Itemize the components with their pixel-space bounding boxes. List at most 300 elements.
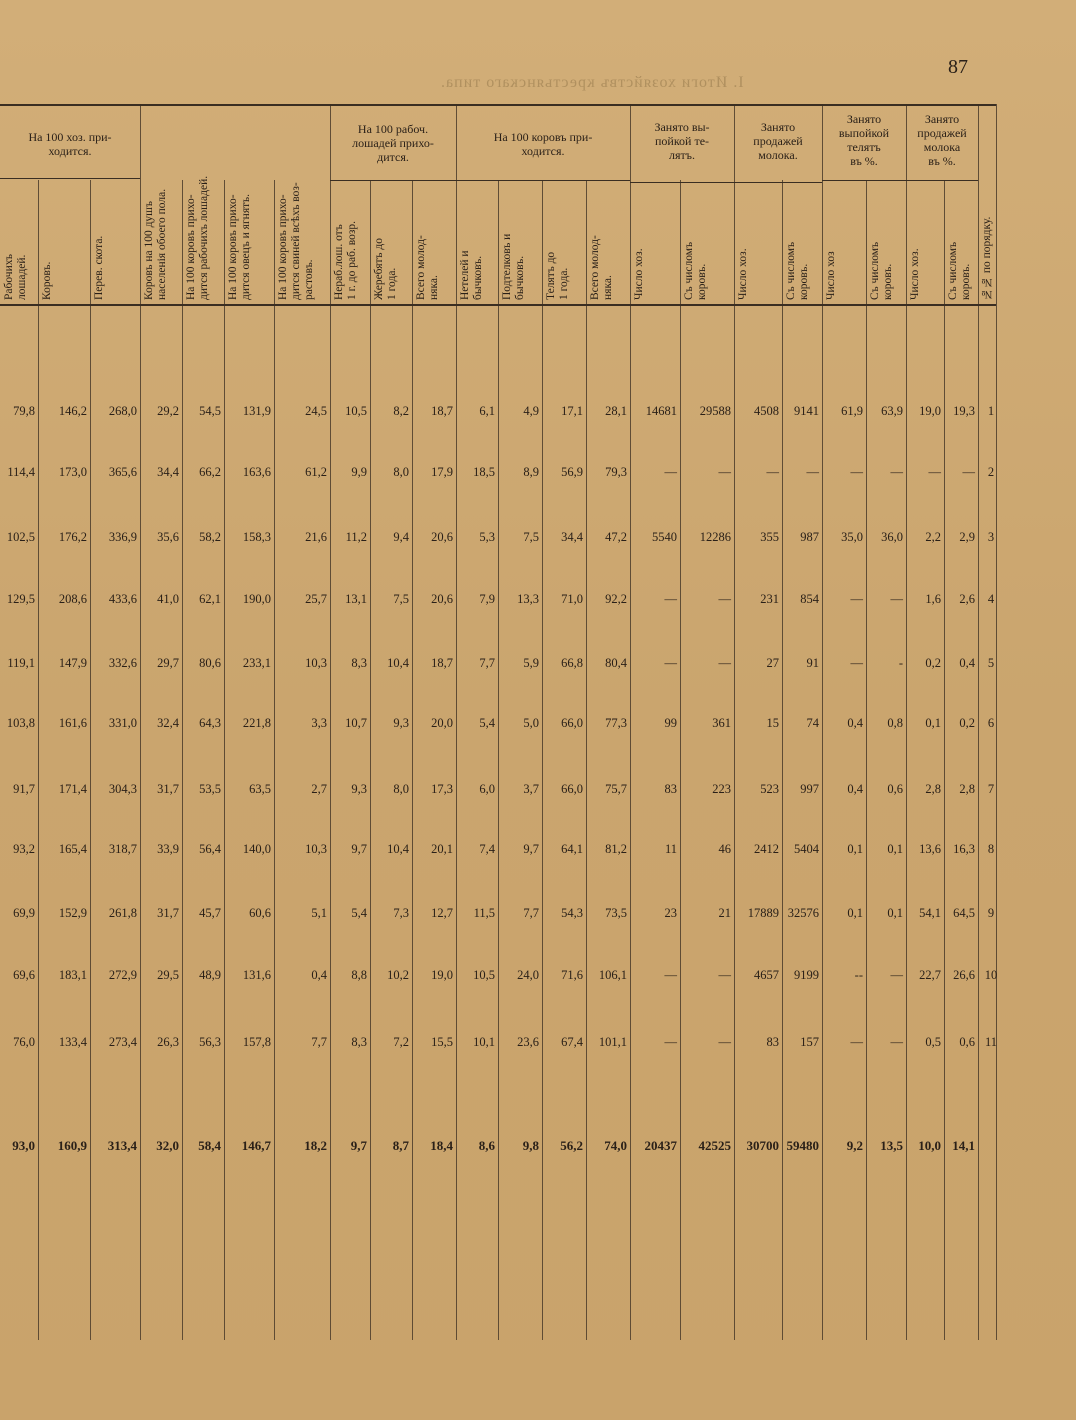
table-cell: 14681 bbox=[645, 404, 677, 418]
table-cell: 10,3 bbox=[305, 842, 327, 856]
total-cell: 58,4 bbox=[198, 1138, 221, 1153]
table-cell: 9141 bbox=[794, 404, 819, 418]
table-cell: — bbox=[718, 968, 731, 982]
table-cell: 11,2 bbox=[345, 530, 367, 544]
table-cell: — bbox=[850, 465, 863, 479]
table-cell: 336,9 bbox=[108, 530, 137, 544]
table-cell: — bbox=[664, 968, 677, 982]
table-cell: 433,6 bbox=[108, 592, 137, 606]
table-cell: 331,0 bbox=[108, 716, 137, 730]
table-cell: — bbox=[718, 1035, 731, 1049]
total-cell: 10,0 bbox=[918, 1138, 941, 1153]
table-cell: 7,4 bbox=[479, 842, 495, 856]
total-cell: 20437 bbox=[644, 1138, 677, 1153]
table-cell: 0,8 bbox=[887, 716, 903, 730]
row-number: 1 bbox=[987, 404, 995, 418]
table-cell: 69,9 bbox=[13, 906, 35, 920]
table-cell: 9,4 bbox=[393, 530, 409, 544]
table-cell: 361 bbox=[712, 716, 731, 730]
table-cell: 32576 bbox=[787, 906, 819, 920]
table-cell: 5,4 bbox=[351, 906, 367, 920]
total-cell: 30700 bbox=[746, 1138, 779, 1153]
table-cell: 20,0 bbox=[431, 716, 453, 730]
column-rule bbox=[586, 180, 587, 1340]
table-cell: 60,6 bbox=[249, 906, 271, 920]
table-cell: — bbox=[850, 592, 863, 606]
table-cell: 0,6 bbox=[887, 782, 903, 796]
table-cell: 0,1 bbox=[887, 842, 903, 856]
table-cell: 10,3 bbox=[305, 656, 327, 670]
table-cell: 76,0 bbox=[13, 1035, 35, 1049]
group-header-calf-feeding-pct: Занято выпойкой телятъ въ %. bbox=[838, 112, 890, 168]
table-cell: 523 bbox=[760, 782, 779, 796]
column-rule bbox=[978, 104, 979, 1340]
table-cell: 29,2 bbox=[157, 404, 179, 418]
total-cell: 9,8 bbox=[522, 1138, 539, 1153]
group-rule bbox=[822, 180, 906, 181]
column-header: Съ числомъ коровъ. bbox=[869, 241, 894, 300]
table-cell: 46 bbox=[718, 842, 731, 856]
row-number: 7 bbox=[987, 782, 995, 796]
table-cell: 261,8 bbox=[108, 906, 137, 920]
table-cell: — bbox=[850, 1035, 863, 1049]
table-cell: 7,2 bbox=[393, 1035, 409, 1049]
table-cell: 5,4 bbox=[479, 716, 495, 730]
table-cell: — bbox=[664, 465, 677, 479]
table-cell: 62,1 bbox=[199, 592, 221, 606]
total-cell: 9,7 bbox=[350, 1138, 367, 1153]
table-cell: 23,6 bbox=[517, 1035, 539, 1049]
table-cell: 2,7 bbox=[311, 782, 327, 796]
table-cell: - bbox=[898, 656, 903, 670]
column-header: На 100 коровъ прихо- дится рабочихъ лошадей. bbox=[185, 175, 210, 300]
table-cell: 1,6 bbox=[925, 592, 941, 606]
table-cell: 0,4 bbox=[311, 968, 327, 982]
total-cell: 160,9 bbox=[57, 1138, 87, 1153]
table-cell: 165,4 bbox=[58, 842, 87, 856]
table-cell: 17,1 bbox=[561, 404, 583, 418]
table-cell: 0,4 bbox=[847, 782, 863, 796]
table-cell: 9,7 bbox=[523, 842, 539, 856]
total-cell: 32,0 bbox=[156, 1138, 179, 1153]
table-cell: 48,9 bbox=[199, 968, 221, 982]
show-through-text: I. Итоги хозяйствъ крестьянскаго типа. bbox=[440, 74, 744, 91]
column-header: На 100 коровъ прихо- дится свиней всѣхъ воз- растовъ. bbox=[277, 182, 315, 300]
table-cell: 17889 bbox=[747, 906, 779, 920]
table-cell: 83 bbox=[766, 1035, 779, 1049]
table-cell: 0,1 bbox=[847, 842, 863, 856]
table-cell: 8,8 bbox=[351, 968, 367, 982]
table-cell: 71,0 bbox=[561, 592, 583, 606]
table-cell: 223 bbox=[712, 782, 731, 796]
table-cell: 33,9 bbox=[157, 842, 179, 856]
table-cell: 163,6 bbox=[242, 465, 271, 479]
table-cell: 10,5 bbox=[473, 968, 495, 982]
column-rule bbox=[782, 180, 783, 1340]
group-rule bbox=[630, 182, 734, 183]
total-cell: 74,0 bbox=[604, 1138, 627, 1153]
total-cell: 56,2 bbox=[560, 1138, 583, 1153]
table-cell: — bbox=[718, 465, 731, 479]
table-cell: 119,1 bbox=[7, 656, 35, 670]
table-cell: 2,2 bbox=[925, 530, 941, 544]
table-cell: 63,5 bbox=[249, 782, 271, 796]
row-number: 2 bbox=[987, 465, 995, 479]
column-rule bbox=[498, 180, 499, 1340]
table-cell: 5,9 bbox=[523, 656, 539, 670]
table-cell: 208,6 bbox=[58, 592, 87, 606]
table-cell: 91 bbox=[806, 656, 819, 670]
group-rule bbox=[906, 180, 978, 181]
table-cell: 69,6 bbox=[13, 968, 35, 982]
table-cell: 83 bbox=[664, 782, 677, 796]
table-cell: 8,3 bbox=[351, 1035, 367, 1049]
table-cell: 8,0 bbox=[393, 782, 409, 796]
table-cell: 190,0 bbox=[242, 592, 271, 606]
table-cell: 13,3 bbox=[517, 592, 539, 606]
table-cell: 74 bbox=[806, 716, 819, 730]
row-number: 10 bbox=[984, 968, 998, 982]
column-header: Число хоз. bbox=[633, 248, 645, 300]
table-cell: 318,7 bbox=[108, 842, 137, 856]
column-rule bbox=[38, 180, 39, 1340]
table-cell: 5404 bbox=[794, 842, 819, 856]
table-cell: 103,8 bbox=[6, 716, 35, 730]
table-cell: 71,6 bbox=[561, 968, 583, 982]
table-cell: 272,9 bbox=[108, 968, 137, 982]
table-cell: 157 bbox=[800, 1035, 819, 1049]
table-cell: 7,3 bbox=[393, 906, 409, 920]
table-cell: 171,4 bbox=[58, 782, 87, 796]
table-cell: — bbox=[718, 592, 731, 606]
table-cell: 11,5 bbox=[473, 906, 495, 920]
table-cell: 92,2 bbox=[605, 592, 627, 606]
table-cell: 131,9 bbox=[242, 404, 271, 418]
table-cell: 19,3 bbox=[953, 404, 975, 418]
table-cell: 2,8 bbox=[959, 782, 975, 796]
table-cell: 158,3 bbox=[242, 530, 271, 544]
table-cell: — bbox=[962, 465, 975, 479]
table-cell: 21,6 bbox=[305, 530, 327, 544]
row-number: 3 bbox=[987, 530, 995, 544]
table-cell: 10,4 bbox=[387, 656, 409, 670]
table-cell: — bbox=[928, 465, 941, 479]
table-cell: 9,3 bbox=[351, 782, 367, 796]
row-number: 11 bbox=[984, 1035, 998, 1049]
table-cell: 11 bbox=[664, 842, 677, 856]
table-cell: 5,1 bbox=[311, 906, 327, 920]
column-header: Подтелковъ и бычковъ. bbox=[501, 233, 526, 300]
table-cell: 64,1 bbox=[561, 842, 583, 856]
table-cell: 273,4 bbox=[108, 1035, 137, 1049]
column-header: Перев. скота. bbox=[93, 235, 105, 300]
group-rule bbox=[456, 180, 630, 181]
table-cell: 231 bbox=[760, 592, 779, 606]
table-cell: 12,7 bbox=[431, 906, 453, 920]
table-cell: 10,4 bbox=[387, 842, 409, 856]
table-cell: 20,6 bbox=[431, 592, 453, 606]
table-cell: 66,2 bbox=[199, 465, 221, 479]
column-header: Число хоз. bbox=[909, 248, 921, 300]
table-cell: 4508 bbox=[754, 404, 779, 418]
column-header: Нераб.лош. отъ 1 г. до раб. возр. bbox=[333, 221, 358, 300]
table-cell: 0,2 bbox=[959, 716, 975, 730]
table-cell: — bbox=[890, 968, 903, 982]
column-rule bbox=[944, 180, 945, 1340]
table-cell: 2412 bbox=[754, 842, 779, 856]
table-cell: 18,7 bbox=[431, 656, 453, 670]
column-header: Всего молод- няка. bbox=[589, 235, 614, 300]
group-rule bbox=[734, 182, 822, 183]
table-cell: 15,5 bbox=[431, 1035, 453, 1049]
table-cell: 25,7 bbox=[305, 592, 327, 606]
table-cell: 152,9 bbox=[58, 906, 87, 920]
table-cell: 56,9 bbox=[561, 465, 583, 479]
table-cell: 0,5 bbox=[925, 1035, 941, 1049]
table-cell: 54,1 bbox=[919, 906, 941, 920]
table-cell: 2,8 bbox=[925, 782, 941, 796]
column-header: Съ числомъ коровъ. bbox=[683, 241, 708, 300]
table-cell: 66,0 bbox=[561, 782, 583, 796]
table-cell: 26,6 bbox=[953, 968, 975, 982]
column-header: №№ по порядку. bbox=[981, 216, 993, 300]
total-cell: 313,4 bbox=[107, 1138, 137, 1153]
table-cell: 31,7 bbox=[157, 782, 179, 796]
table-cell: 183,1 bbox=[58, 968, 87, 982]
table-cell: 19,0 bbox=[431, 968, 453, 982]
table-cell: 64,5 bbox=[953, 906, 975, 920]
table-cell: 233,1 bbox=[242, 656, 271, 670]
table-cell: 19,0 bbox=[919, 404, 941, 418]
column-header: На 100 коровъ прихо- дится овецъ и ягнятъ. bbox=[227, 194, 252, 300]
row-number: 4 bbox=[987, 592, 995, 606]
table-cell: 2,9 bbox=[959, 530, 975, 544]
column-header: Съ числомъ коровъ. bbox=[785, 241, 810, 300]
table-cell: 8,0 bbox=[393, 465, 409, 479]
table-cell: 47,2 bbox=[605, 530, 627, 544]
table-cell: — bbox=[766, 465, 779, 479]
column-header: Нетелей и бычковъ. bbox=[459, 250, 484, 300]
group-header-per-100-horses: На 100 рабоч. лошадей прихо- дится. bbox=[352, 122, 434, 164]
group-header-per-100-households: На 100 хоз. при- ходится. bbox=[28, 130, 112, 158]
table-cell: 140,0 bbox=[242, 842, 271, 856]
table-cell: 29,7 bbox=[157, 656, 179, 670]
table-cell: 67,4 bbox=[561, 1035, 583, 1049]
row-number: 6 bbox=[987, 716, 995, 730]
table-cell: 9,7 bbox=[351, 842, 367, 856]
table-cell: — bbox=[890, 465, 903, 479]
table-cell: 268,0 bbox=[108, 404, 137, 418]
total-cell: 146,7 bbox=[241, 1138, 271, 1153]
table-cell: 64,3 bbox=[199, 716, 221, 730]
column-header: Число хоз bbox=[825, 251, 837, 300]
table-cell: 9,3 bbox=[393, 716, 409, 730]
column-header: Жеребятъ до 1 года. bbox=[373, 238, 398, 300]
table-cell: 6,0 bbox=[479, 782, 495, 796]
table-cell: 99 bbox=[664, 716, 677, 730]
table-cell: 9,9 bbox=[351, 465, 367, 479]
table-cell: 8,9 bbox=[523, 465, 539, 479]
total-cell: 93,0 bbox=[12, 1138, 35, 1153]
table-cell: 101,1 bbox=[598, 1035, 627, 1049]
table-cell: 106,1 bbox=[598, 968, 627, 982]
table-cell: 7,5 bbox=[393, 592, 409, 606]
table-cell: 10,1 bbox=[473, 1035, 495, 1049]
table-cell: 7,7 bbox=[479, 656, 495, 670]
total-cell: 8,7 bbox=[392, 1138, 409, 1153]
table-cell: 0,4 bbox=[959, 656, 975, 670]
table-cell: 0,4 bbox=[847, 716, 863, 730]
table-cell: 176,2 bbox=[58, 530, 87, 544]
table-cell: — bbox=[890, 1035, 903, 1049]
table-cell: 35,0 bbox=[841, 530, 863, 544]
table-cell: 8,3 bbox=[351, 656, 367, 670]
table-cell: 355 bbox=[760, 530, 779, 544]
table-cell: 61,9 bbox=[841, 404, 863, 418]
table-cell: 10,5 bbox=[345, 404, 367, 418]
column-rule bbox=[370, 180, 371, 1340]
table-cell: 58,2 bbox=[199, 530, 221, 544]
table-cell: 54,5 bbox=[199, 404, 221, 418]
table-cell: 41,0 bbox=[157, 592, 179, 606]
table-cell: 102,5 bbox=[6, 530, 35, 544]
table-cell: 18,5 bbox=[473, 465, 495, 479]
column-rule bbox=[182, 180, 183, 1340]
column-rule bbox=[412, 180, 413, 1340]
table-cell: 131,6 bbox=[242, 968, 271, 982]
column-rule bbox=[866, 180, 867, 1340]
group-header-milk-sale-pct: Занято продажей молока въ %. bbox=[917, 112, 967, 168]
table-cell: 304,3 bbox=[108, 782, 137, 796]
column-rule bbox=[224, 180, 225, 1340]
table-cell: — bbox=[718, 656, 731, 670]
column-rule bbox=[274, 180, 275, 1340]
table-cell: 5,3 bbox=[479, 530, 495, 544]
table-cell: 854 bbox=[800, 592, 819, 606]
table-cell: 93,2 bbox=[13, 842, 35, 856]
table-cell: 24,0 bbox=[517, 968, 539, 982]
table-cell: 77,3 bbox=[605, 716, 627, 730]
table-cell: — bbox=[850, 656, 863, 670]
table-cell: 5,0 bbox=[523, 716, 539, 730]
table-cell: 13,6 bbox=[919, 842, 941, 856]
table-cell: 133,4 bbox=[58, 1035, 87, 1049]
table-cell: 36,0 bbox=[881, 530, 903, 544]
table-cell: 987 bbox=[800, 530, 819, 544]
table-cell: 12286 bbox=[699, 530, 731, 544]
table-cell: 0,1 bbox=[887, 906, 903, 920]
column-header: Телятъ до 1 года. bbox=[545, 251, 570, 300]
table-cell: 147,9 bbox=[58, 656, 87, 670]
table-cell: — bbox=[806, 465, 819, 479]
table-cell: 20,1 bbox=[431, 842, 453, 856]
table-cell: — bbox=[890, 592, 903, 606]
total-cell: 18,4 bbox=[430, 1138, 453, 1153]
table-cell: 63,9 bbox=[881, 404, 903, 418]
table-cell: 73,5 bbox=[605, 906, 627, 920]
group-header-milk-sale: Занято продажей молока. bbox=[753, 120, 803, 162]
column-rule bbox=[542, 180, 543, 1340]
table-cell: 22,7 bbox=[919, 968, 941, 982]
table-cell: 18,7 bbox=[431, 404, 453, 418]
table-cell: 173,0 bbox=[58, 465, 87, 479]
table-cell: 157,8 bbox=[242, 1035, 271, 1049]
total-cell: 8,6 bbox=[478, 1138, 495, 1153]
table-cell: 10,2 bbox=[387, 968, 409, 982]
table-cell: 34,4 bbox=[561, 530, 583, 544]
table-cell: 7,7 bbox=[523, 906, 539, 920]
table-cell: 17,9 bbox=[431, 465, 453, 479]
table-cell: 21 bbox=[718, 906, 731, 920]
column-rule bbox=[680, 180, 681, 1340]
table-cell: 27 bbox=[766, 656, 779, 670]
group-header-calf-feeding: Занято вы- пойкой те- лятъ. bbox=[654, 120, 710, 162]
table-cell: 31,7 bbox=[157, 906, 179, 920]
table-cell: 3,7 bbox=[523, 782, 539, 796]
table-cell: 7,9 bbox=[479, 592, 495, 606]
table-cell: 29588 bbox=[699, 404, 731, 418]
table-cell: 365,6 bbox=[108, 465, 137, 479]
table-cell: — bbox=[664, 592, 677, 606]
table-cell: 3,3 bbox=[311, 716, 327, 730]
table-cell: 79,3 bbox=[605, 465, 627, 479]
table-cell: 4,9 bbox=[523, 404, 539, 418]
table-cell: 34,4 bbox=[157, 465, 179, 479]
total-cell: 18,2 bbox=[304, 1138, 327, 1153]
table-cell: 0,2 bbox=[925, 656, 941, 670]
total-cell: 59480 bbox=[786, 1138, 819, 1153]
table-cell: 79,8 bbox=[13, 404, 35, 418]
table-cell: 23 bbox=[664, 906, 677, 920]
total-cell: 13,5 bbox=[880, 1138, 903, 1153]
row-number: 8 bbox=[987, 842, 995, 856]
table-cell: 20,6 bbox=[431, 530, 453, 544]
table-cell: 13,1 bbox=[345, 592, 367, 606]
column-header: Коровъ. bbox=[41, 261, 53, 300]
table-cell: 2,6 bbox=[959, 592, 975, 606]
table-cell: 29,5 bbox=[157, 968, 179, 982]
table-cell: 56,3 bbox=[199, 1035, 221, 1049]
group-header-per-100-cows: На 100 коровъ при- ходится. bbox=[493, 130, 593, 158]
table-cell: 75,7 bbox=[605, 782, 627, 796]
table-cell: 0,6 bbox=[959, 1035, 975, 1049]
table-cell: 66,8 bbox=[561, 656, 583, 670]
page-number: 87 bbox=[948, 56, 968, 78]
table-cell: 91,7 bbox=[13, 782, 35, 796]
table-cell: 6,1 bbox=[479, 404, 495, 418]
table-cell: 997 bbox=[800, 782, 819, 796]
table-cell: 114,4 bbox=[7, 465, 35, 479]
row-number: 5 bbox=[987, 656, 995, 670]
table-cell: 32,4 bbox=[157, 716, 179, 730]
table-cell: 146,2 bbox=[58, 404, 87, 418]
column-header: Коровъ на 100 душъ населенія обоего пола. bbox=[143, 188, 168, 300]
column-header: Рабочихъ лошадей. bbox=[3, 254, 28, 300]
column-rule bbox=[90, 180, 91, 1340]
group-rule bbox=[330, 180, 456, 181]
table-cell: 54,3 bbox=[561, 906, 583, 920]
table-cell: 80,6 bbox=[199, 656, 221, 670]
row-number: 9 bbox=[987, 906, 995, 920]
table-cell: 8,2 bbox=[393, 404, 409, 418]
table-cell: — bbox=[664, 1035, 677, 1049]
table-cell: 15 bbox=[766, 716, 779, 730]
table-cell: 17,3 bbox=[431, 782, 453, 796]
total-cell: 9,2 bbox=[846, 1138, 863, 1153]
table-cell: 7,7 bbox=[311, 1035, 327, 1049]
total-cell: 42525 bbox=[698, 1138, 731, 1153]
column-header: Всего молод- няка. bbox=[415, 235, 440, 300]
